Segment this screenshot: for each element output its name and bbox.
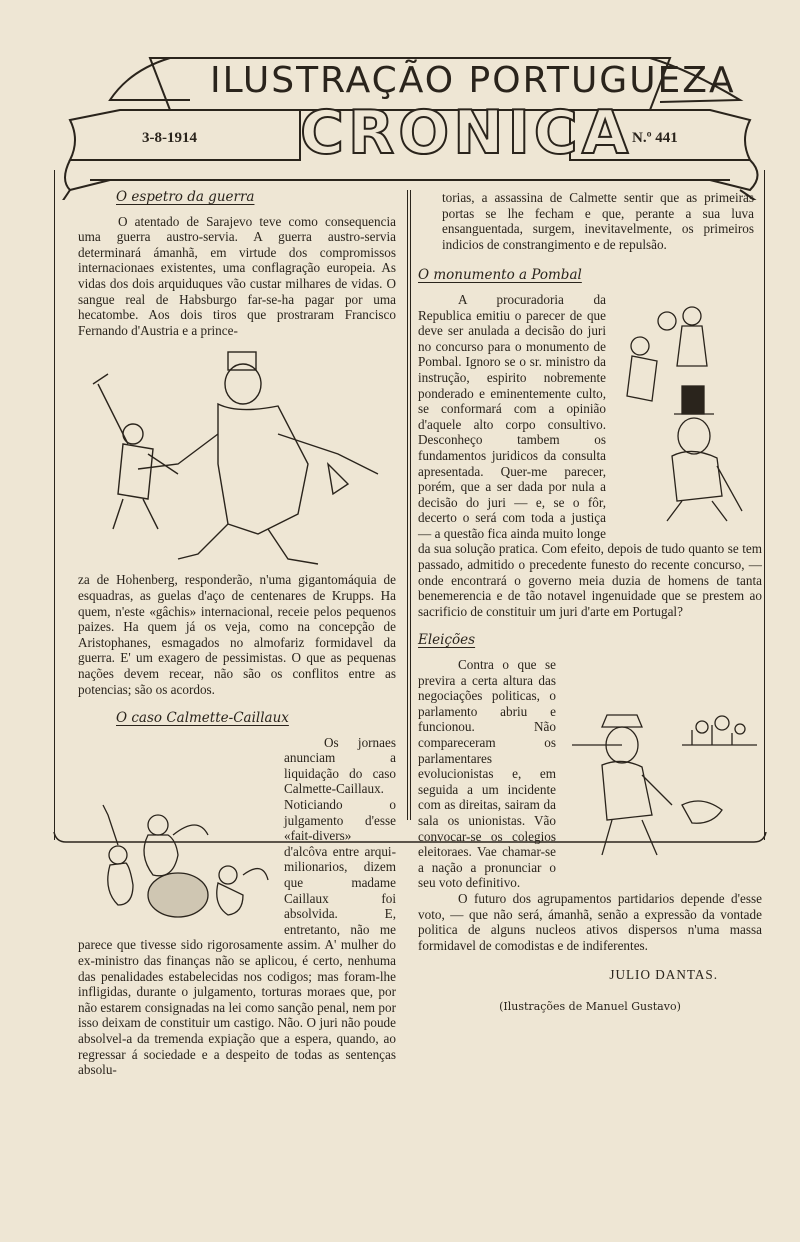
eleicoes-paragraph-1: Contra o que se previra a certa altura das negociações politicas, o parlamento abriu e funcionou. Não compareceram os parlamentares evolucionistas e, em seguida a um incidente com as direitas, sairam da sala os unionistas. Vão convocar-se os colegios eleitoraes. Vae chamar-se a nação a pronunciar o seu voto definitivo.	[418, 657, 556, 891]
masthead	[50, 40, 760, 200]
column-divider	[407, 190, 408, 820]
illustration-credit: (Ilustrações de Manuel Gustavo)	[499, 999, 681, 1013]
masthead-title-main: CRONICA	[300, 98, 633, 168]
eleicoes-paragraph-2: O futuro dos agrupamentos partidarios depende d'esse voto, — que não será, ámanhã, senão a expressão da vontade politica de alguns nucleos ativos dispersos n'uma massa formidavel de comodistas e de indiferentes.	[418, 890, 762, 953]
heading-espetro: O espetro da guerra	[116, 189, 255, 205]
pombal-paragraph-1: A procuradoria da Republica emitiu o parecer de que deve ser anulada a decisão do juri no concurso para o monumento de Pombal. Ignoro se o sr. ministro da instrução, espirito nobremente ponderado e eminentemente culto, se conformará com a opinião d'aquele alto corpo consultivo. Desconheço tambem os fundamentos juridicos da consulta apresentada. Quer-me parecer, porém, que a ser dada por nula a decisão do juri — e, se o fôr, decerto o será com toda a justiça — a questão fica ainda muito longe da sua solução pratica. Com efeito, depois de tudo quanto se tem passado, admitido o precedente funesto do recente concurso, — onde encontrará o governo meia duzia de homens de tanta benemerencia e de tão notavel ingenuidade que se prestem ao sacrificio de constituir um juri d'arte em Portugal?	[418, 291, 762, 619]
espetro-paragraph-1: O atentado de Sarajevo teve como consequencia uma guerra austro-servia. A guerra austro-servia determinará ámanhã, em virtude dos compromissos internacionaes existentes, uma conflagração europeia. As vidas dos dois arquiduques vão custar milhares de vidas. O sangue real de Habsburgo far-se-ha pagar por uma hecatombe. Aos dois tiros que prostraram Francisco Fernando d'Austria e a prince-	[78, 213, 396, 338]
caillaux-paragraph-1: Os jornaes anunciam a liquidação do caso Calmette-Caillaux. Noticiando o julgamento d'esse «fait-divers» d'alcôva entre arqui-milionarios, dizem que madame Caillaux foi absolvida. E, entretanto, não me parece que tivesse sido rigorosamente assim. A' mulher do ex-ministro das finanças não se aplicou, é certo, nenhuma das penalidades estabelecidas nos codigos; mas foram-lhe infligidas, durante o julgamento, torturas moraes que, por não estarem consignadas na lei como sanção penal, nem por isso deixam de constituir um castigo. Não. O juri não poude absolvel-a da tremenda expiação que a espera, quando, ao regressar á sociedade e a despeito de todas as sentenças absolu-	[78, 734, 396, 1078]
heading-eleicoes: Eleições	[418, 632, 476, 649]
caillaux-paragraph-2: torias, a assassina de Calmette sentir que as primeiras portas se lhe fecham e que, perante a sua luva ensanguentada, surgem, inevitavelmente, os primeiros indicios de constrangimento e de repulsão.	[442, 190, 754, 252]
cartoon-cherubs-image	[78, 795, 278, 925]
author-signature: JULIO DANTAS.	[609, 967, 718, 983]
heading-pombal: O monumento a Pombal	[418, 267, 582, 284]
cartoon-soldiers-image	[78, 344, 396, 572]
cartoon-ministers-image	[612, 296, 762, 524]
espetro-paragraph-2: za de Hohenberg, responderão, n'uma gigantomáquia de esquadras, as guelas d'aço de centenares de Krupps. Ha quem, n'este «gâchis» internacional, receie pelos pequenos paizes. Ha quem já os veja, como na concepção de Aristophanes, esmagados no almofariz formidavel da guerra. E' um exagero de pessimistas. O que as pequenas nações devem recear, não são os conflitos entre as potencias; são os acordos.	[78, 572, 396, 697]
issue-number: N.º 441	[632, 130, 678, 146]
frame-left-rule	[54, 170, 55, 840]
bottom-frame-rule	[52, 832, 768, 848]
heading-caillaux: O caso Calmette-Caillaux	[116, 710, 289, 727]
left-column	[78, 190, 396, 1078]
issue-date: 3-8-1914	[142, 130, 197, 146]
column-divider-2	[410, 190, 411, 820]
right-column	[418, 190, 762, 1015]
masthead-title-top: ILUSTRAÇÃO PORTUGUEZA	[210, 60, 736, 101]
illustration-soldiers	[78, 344, 396, 572]
frame-right-rule	[764, 170, 765, 840]
